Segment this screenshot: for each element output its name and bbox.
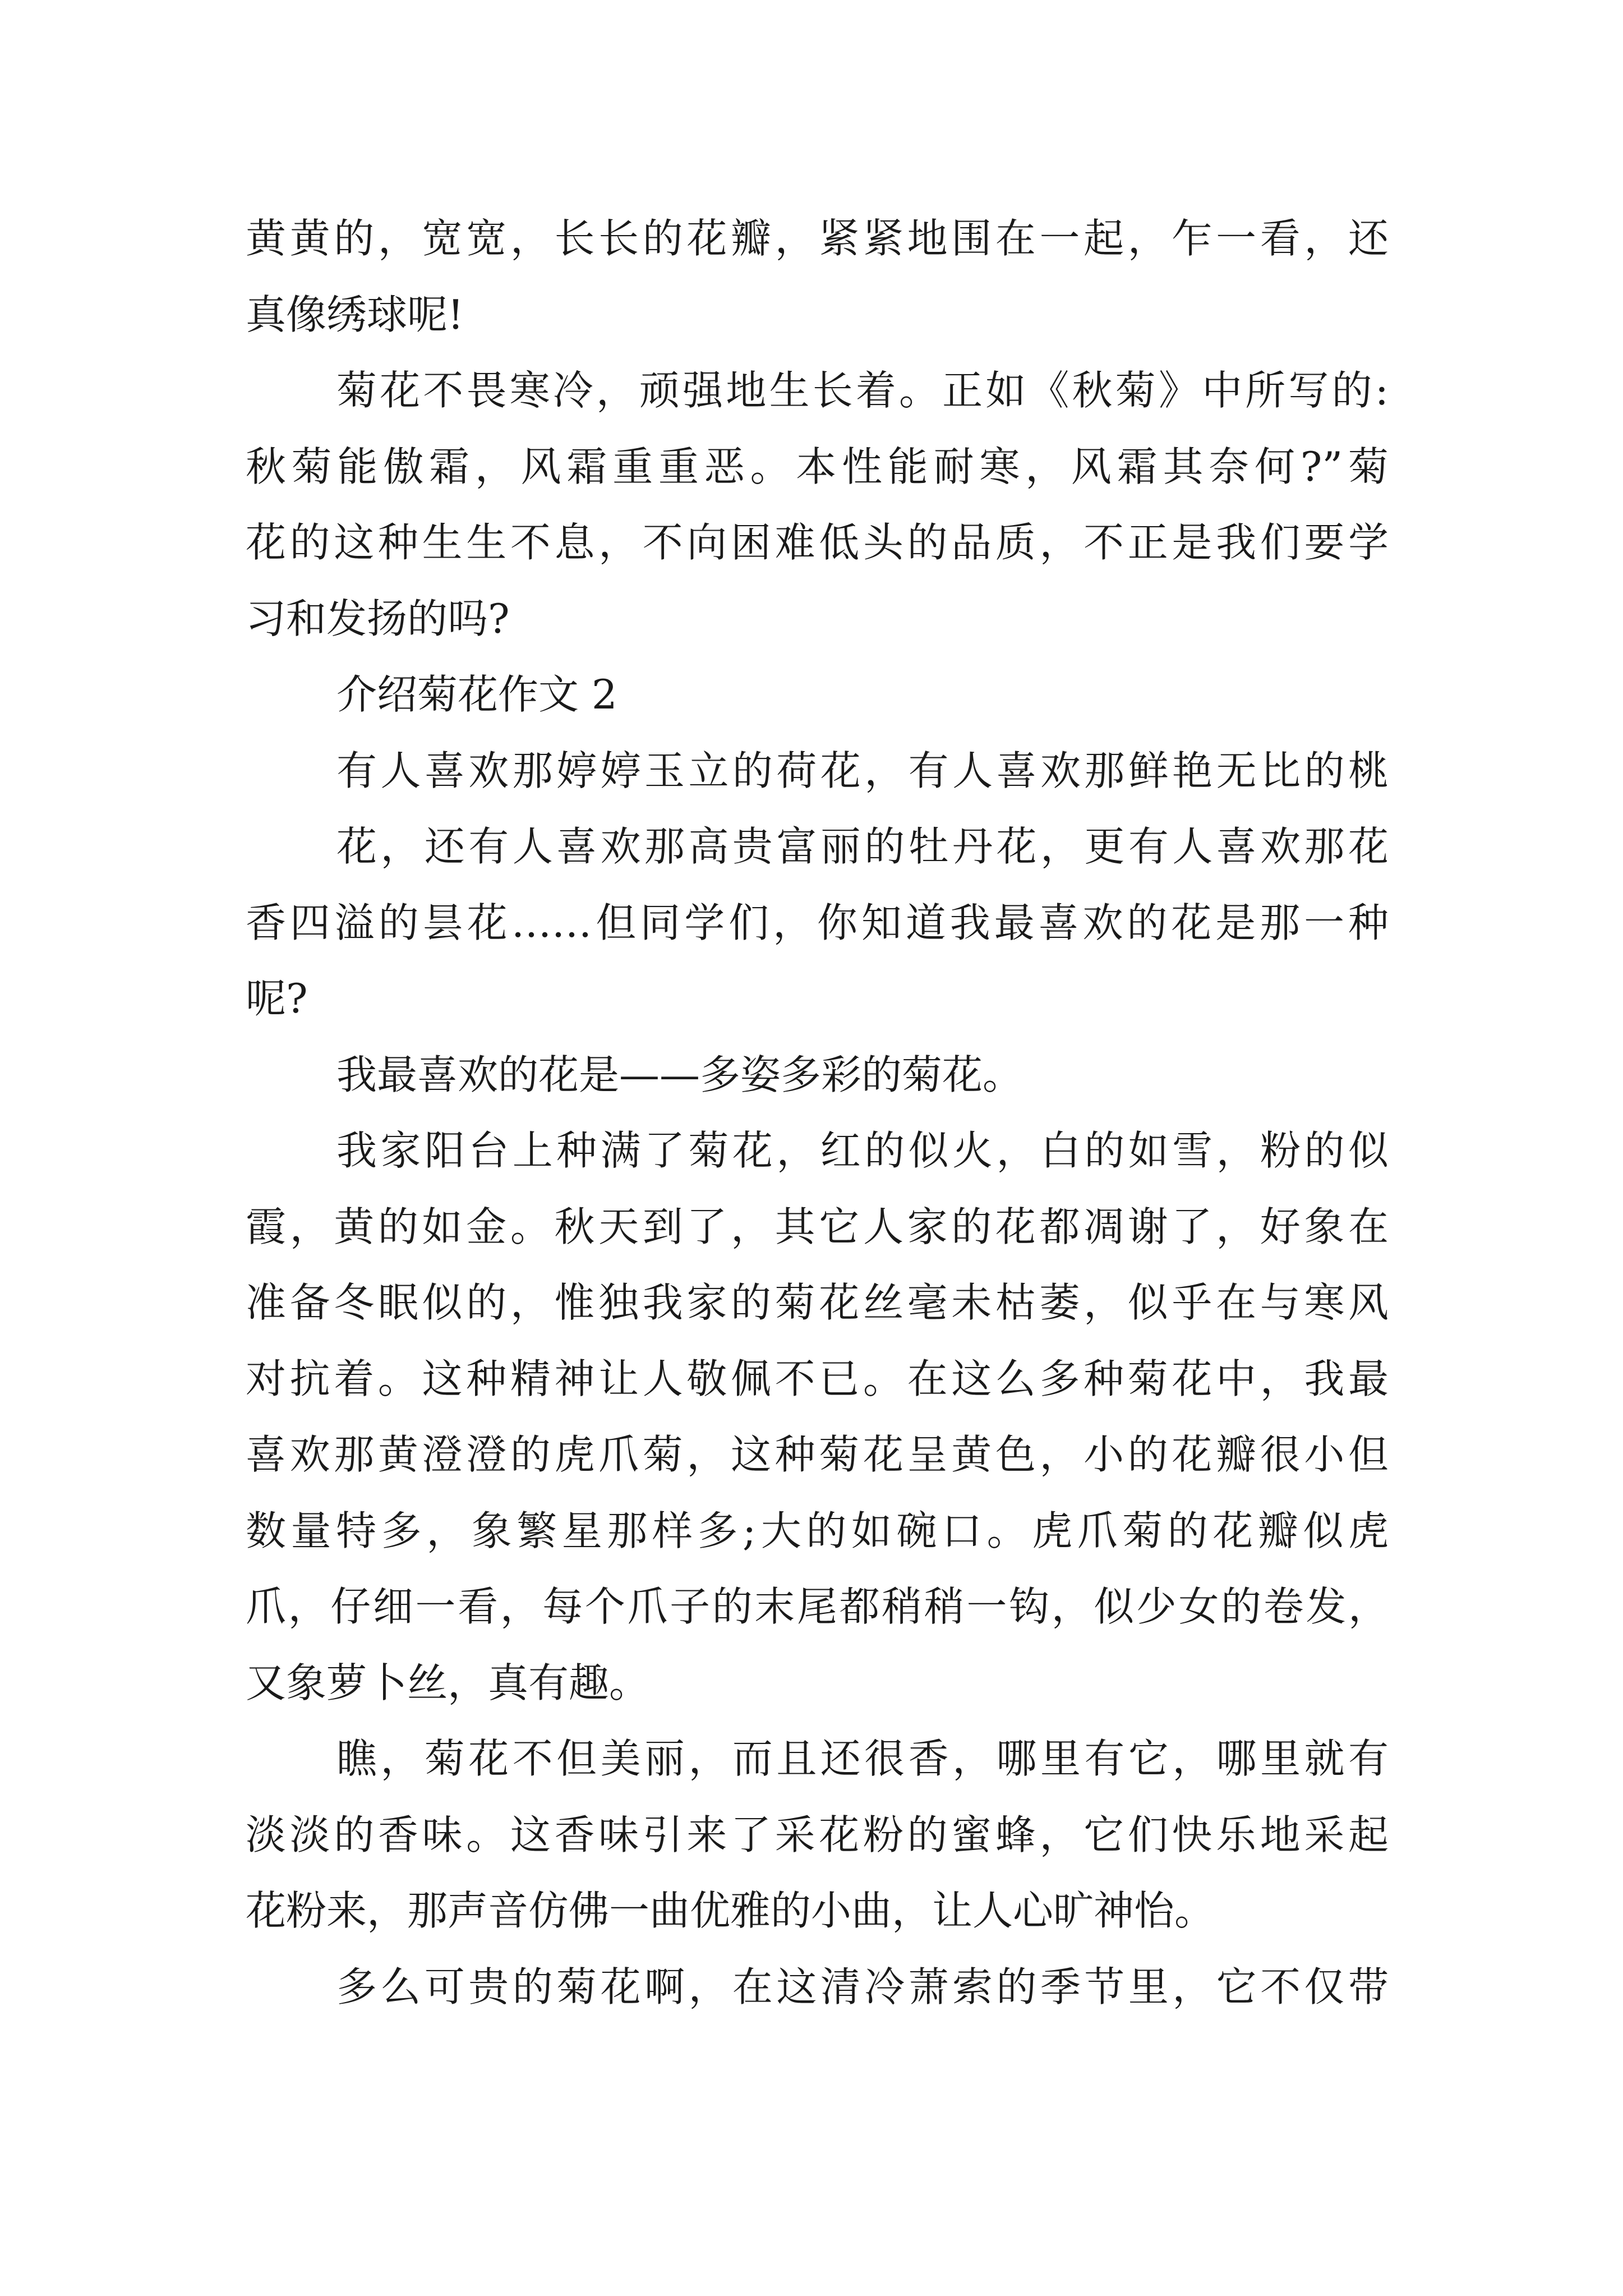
text-line: 多么可贵的菊花啊，在这清冷萧索的季节里，它不仅带 [336, 1963, 1389, 2010]
text-line: 喜欢那黄澄澄的虎爪菊，这种菊花呈黄色，小的花瓣很小但 [246, 1431, 1389, 1478]
text-line: 菊花不畏寒冷，顽强地生长着。正如《秋菊》中所写的: [336, 367, 1389, 414]
text-line: 花的这种生生不息，不向困难低头的品质，不正是我们要学 [246, 519, 1389, 566]
text-line: 淡淡的香味。这香味引来了采花粉的蜜蜂，它们快乐地采起 [246, 1811, 1389, 1858]
text-line: 花，还有人喜欢那高贵富丽的牡丹花，更有人喜欢那花 [336, 823, 1389, 870]
text-line: 准备冬眠似的，惟独我家的菊花丝毫未枯萎，似乎在与寒风 [246, 1279, 1389, 1326]
text-line: 真像绣球呢! [246, 291, 464, 338]
text-line: 瞧，菊花不但美丽，而且还很香，哪里有它，哪里就有 [336, 1735, 1389, 1782]
text-line: 习和发扬的吗? [246, 595, 510, 642]
text-line: 我最喜欢的花是——多姿多彩的菊花。 [336, 1051, 1023, 1098]
text-line: 呢? [246, 975, 308, 1022]
text-line: 我家阳台上种满了菊花，红的似火，白的如雪，粉的似 [336, 1127, 1389, 1174]
section-heading: 介绍菊花作文 2 [336, 671, 617, 718]
text-line: 秋菊能傲霜，风霜重重恶。本性能耐寒，风霜其奈何?”菊 [246, 443, 1389, 490]
text-line: 花粉来，那声音仿佛一曲优雅的小曲，让人心旷神怡。 [246, 1887, 1215, 1934]
text-line: 香四溢的昙花……但同学们，你知道我最喜欢的花是那一种 [246, 899, 1389, 946]
text-line: 对抗着。这种精神让人敬佩不已。在这么多种菊花中，我最 [246, 1355, 1389, 1402]
text-line: 霞，黄的如金。秋天到了，其它人家的花都凋谢了，好象在 [246, 1203, 1389, 1250]
text-line: 有人喜欢那婷婷玉立的荷花，有人喜欢那鲜艳无比的桃 [336, 747, 1389, 794]
text-line: 数量特多，象繁星那样多;大的如碗口。虎爪菊的花瓣似虎 [246, 1507, 1389, 1554]
text-line: 爪，仔细一看，每个爪子的末尾都稍稍一钩，似少女的卷发， [246, 1583, 1389, 1630]
text-line: 又象萝卜丝，真有趣。 [246, 1659, 650, 1706]
essay-body [246, 201, 1389, 2025]
text-line: 黄黄的，宽宽，长长的花瓣，紧紧地围在一起，乍一看，还 [246, 215, 1389, 262]
